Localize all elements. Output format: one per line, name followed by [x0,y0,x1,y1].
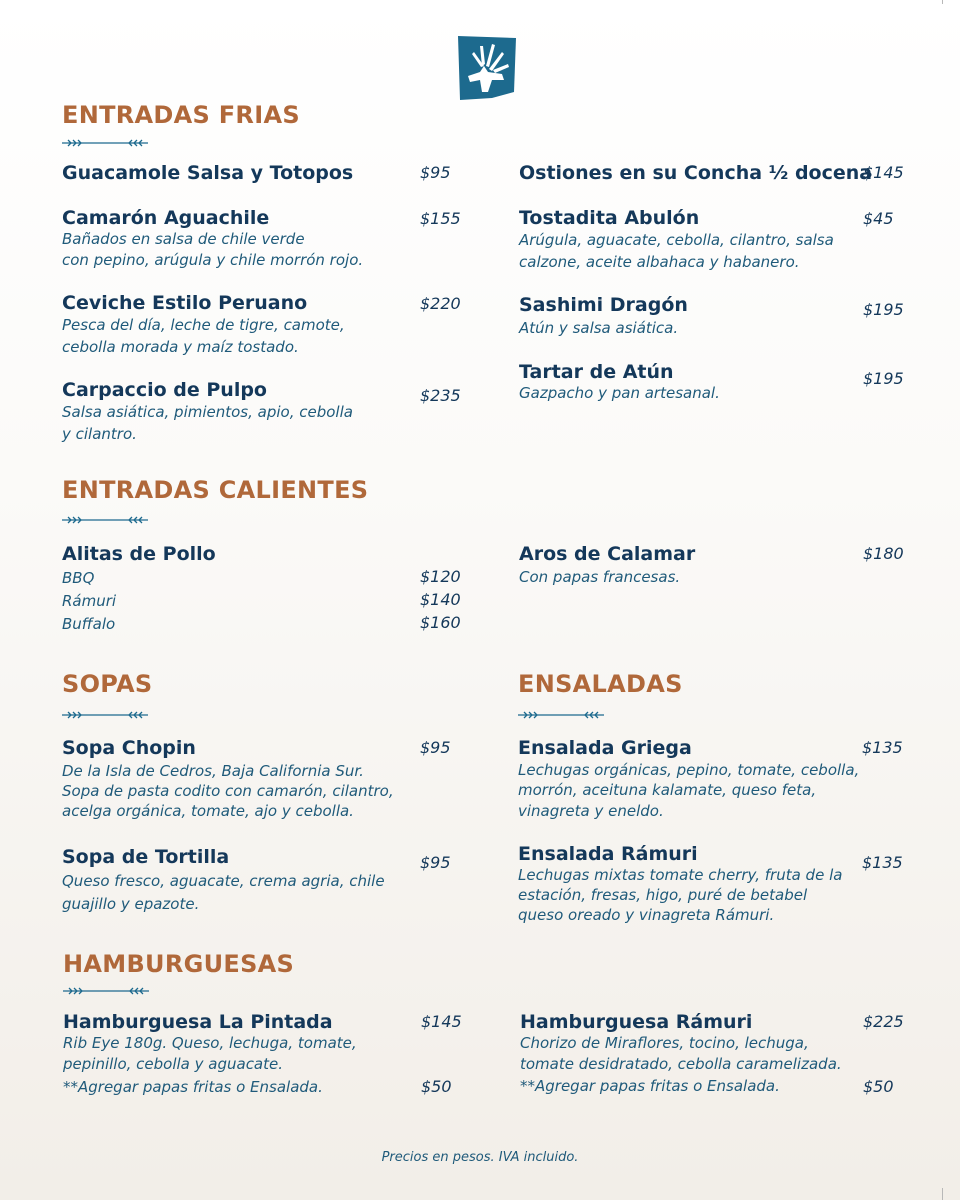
menu-item-price: $145 [863,163,904,182]
menu-item-name: Sopa de Tortilla [62,846,230,868]
menu-item-price: $160 [420,613,461,632]
menu-item-price: $140 [420,590,461,609]
menu-item-extra: **Agregar papas fritas o Ensalada. [520,1077,780,1095]
menu-item-description: morrón, aceituna kalamate, queso feta, [518,781,817,799]
menu-item-price: $195 [863,369,904,388]
menu-item-price: $195 [863,300,904,319]
menu-item-description: guajillo y epazote. [62,895,200,913]
section-title-ensaladas: ENSALADAS [518,670,683,698]
menu-item-description: Sopa de pasta codito con camarón, cilantro, [62,782,394,800]
menu-item-option: Buffalo [62,615,116,633]
menu-item-name: Carpaccio de Pulpo [62,379,267,401]
menu-item-price: $95 [420,738,451,757]
menu-item-description: vinagreta y eneldo. [518,802,664,820]
menu-item-name: Sashimi Dragón [519,294,688,316]
menu-item-extra: **Agregar papas fritas o Ensalada. [63,1078,323,1096]
menu-item-description: Queso fresco, aguacate, crema agria, chile [62,872,385,890]
menu-item-description: Salsa asiática, pimientos, apio, cebolla [62,403,353,421]
menu-item-name: Sopa Chopin [62,737,196,759]
crop-mark-top [942,0,943,4]
menu-item-description: Lechugas mixtas tomate cherry, fruta de la [518,866,843,884]
menu-item-description: estación, fresas, higo, puré de betabel [518,886,808,904]
arrow-divider-icon [62,510,148,520]
menu-item-option: Rámuri [62,592,117,610]
menu-item-name: Ostiones en su Concha ½ docena [519,162,873,184]
menu-item-description: Pesca del día, leche de tigre, camote, [62,316,345,334]
menu-item-description: Bañados en salsa de chile verde [62,230,305,248]
menu-item-name: Ceviche Estilo Peruano [62,292,308,314]
menu-item-price: $95 [420,163,451,182]
menu-item-name: Alitas de Pollo [62,543,216,565]
menu-item-description: Chorizo de Miraflores, tocino, lechuga, [520,1034,809,1052]
menu-item-price: $220 [420,294,461,313]
menu-item-name: Tartar de Atún [519,361,674,383]
menu-item-description: con pepino, arúgula y chile morrón rojo. [62,251,364,269]
menu-item-name: Ensalada Griega [518,737,692,759]
deer-antler-icon [458,36,516,100]
menu-item-price: $45 [863,209,894,228]
menu-item-description: pepinillo, cebolla y aguacate. [63,1055,284,1073]
menu-item-extra-price: $50 [863,1077,894,1096]
arrow-divider-icon [62,133,148,143]
section-title-entradas-frias: ENTRADAS FRIAS [62,101,300,129]
menu-item-name: Tostadita Abulón [519,207,700,229]
menu-item-price: $120 [420,567,461,586]
menu-item-description: tomate desidratado, cebolla caramelizada. [520,1055,842,1073]
menu-item-description: acelga orgánica, tomate, ajo y cebolla. [62,802,354,820]
menu-item-description: Rib Eye 180g. Queso, lechuga, tomate, [63,1034,357,1052]
section-title-entradas-calientes: ENTRADAS CALIENTES [62,476,369,504]
menu-item-price: $225 [863,1012,904,1031]
menu-item-price: $180 [863,544,904,563]
menu-item-option: BBQ [62,569,95,587]
menu-item-name: Guacamole Salsa y Totopos [62,162,354,184]
menu-item-description: Arúgula, aguacate, cebolla, cilantro, salsa [519,231,834,249]
menu-item-price: $155 [420,209,461,228]
menu-item-price: $135 [862,738,903,757]
menu-item-extra-price: $50 [421,1077,452,1096]
menu-item-price: $235 [420,386,461,405]
menu-item-description: cebolla morada y maíz tostado. [62,338,299,356]
menu-item-name: Hamburguesa Rámuri [520,1011,753,1033]
menu-item-description: Gazpacho y pan artesanal. [519,384,720,402]
menu-item-description: De la Isla de Cedros, Baja California Sur. [62,762,364,780]
arrow-divider-icon [62,705,148,715]
menu-item-price: $95 [420,853,451,872]
section-title-sopas: SOPAS [62,670,153,698]
menu-item-description: calzone, aceite albahaca y habanero. [519,253,800,271]
menu-item-name: Camarón Aguachile [62,207,270,229]
arrow-divider-icon [518,705,604,715]
menu-item-name: Aros de Calamar [519,543,696,565]
footer-note: Precios en pesos. IVA incluido. [381,1150,579,1165]
arrow-divider-icon [63,981,149,991]
menu-item-description: Atún y salsa asiática. [519,319,679,337]
section-title-hamburguesas: HAMBURGUESAS [63,950,295,978]
menu-item-price: $145 [421,1012,462,1031]
menu-item-name: Hamburguesa La Pintada [63,1011,333,1033]
crop-mark-bottom [942,1188,943,1200]
menu-item-description: queso oreado y vinagreta Rámuri. [518,906,775,924]
menu-item-price: $135 [862,853,903,872]
menu-item-description: Lechugas orgánicas, pepino, tomate, cebolla, [518,761,860,779]
menu-item-name: Ensalada Rámuri [518,843,698,865]
menu-item-description: y cilantro. [62,425,137,443]
menu-item-description: Con papas francesas. [519,568,681,586]
